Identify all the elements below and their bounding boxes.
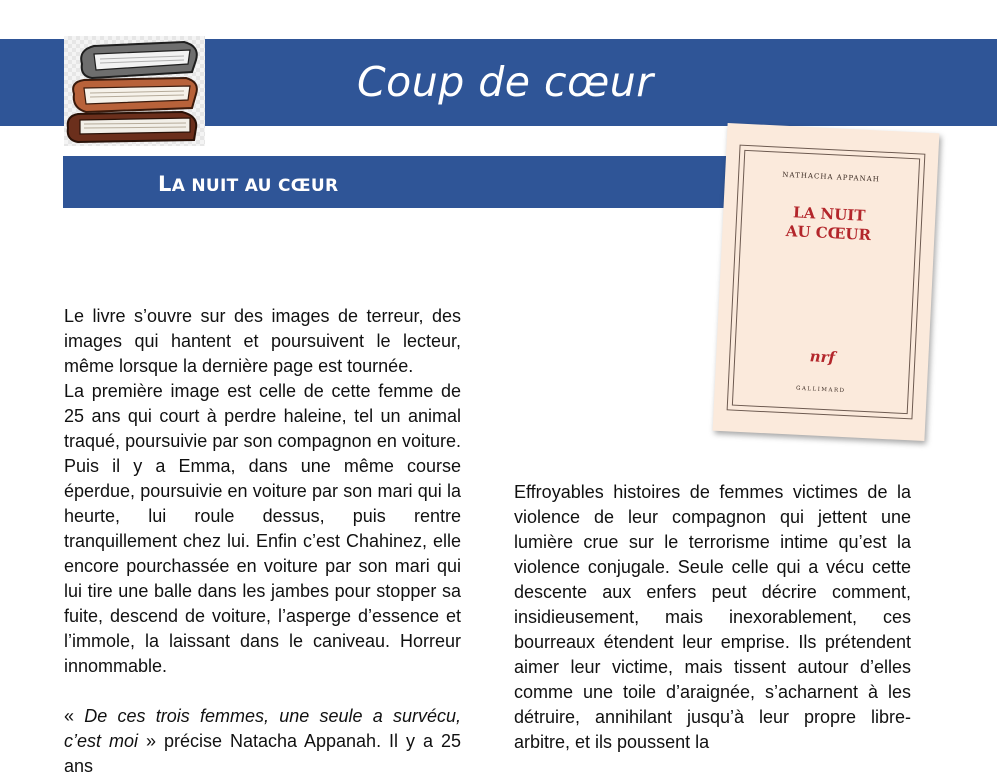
cover-title <box>741 201 917 247</box>
cover-title-line1: LA NUIT <box>792 203 866 225</box>
section-title-initial: L <box>158 172 172 196</box>
stack-of-books-icon <box>64 36 205 146</box>
cover-frame <box>727 145 926 420</box>
page-title: Coup de cœur <box>357 58 654 106</box>
cover-publisher: GALLIMARD <box>795 385 846 395</box>
cover-title-line2: AU CŒUR <box>785 221 872 245</box>
cover-imprint-logo: nrf <box>809 347 836 367</box>
quote-paragraph: « De ces trois femmes, une seule a survécu, c’est moi » précise Natacha Appanah. Il y a 25 ans <box>64 706 462 776</box>
article-column-right <box>514 480 911 755</box>
section-title <box>158 168 338 202</box>
book-cover <box>713 123 940 441</box>
paragraph: Effroyables histoires de femmes victimes de la violence de leur compagnon qui jettent une lumière crue sur le terrorisme intime qu’est la violence conjugale. Seule celle qui a vécu cette descente aux enfers peut décrire comment, insidieusement, mais inexorablement, ces bourreaux étendent leur emprise. Ils prétendent aimer leur victime, mais tissent autour d’elles comme une toile d’araignée, s’acharnent à les détruire, annihilant jusqu’à leur propre libre-arbitre, et ils poussent la <box>514 482 911 752</box>
article-column-left <box>64 304 461 779</box>
paragraph: Le livre s’ouvre sur des images de terreur, des images qui hantent et poursuivent le lecteur, même lorsque la dernière page est tournée. <box>64 306 461 376</box>
paragraph: La première image est celle de cette femme de 25 ans qui court à perdre haleine, tel un animal traqué, poursuivie par son compagnon en voiture. Puis il y a Emma, dans une même course éperdue, poursuivie en voiture par son mari qui la heurte, lui roule dessus, puis rentre tranquillement chez lui. Enfin c’est Chahinez, elle encore pourchassée en voiture par son mari qui lui tire une balle dans les jambes pour stopper sa fuite, descend de voiture, l’asperge d’essence et l’immole, la laissant dans le caniveau. Horreur innommable. <box>64 381 461 676</box>
quote-text: De ces trois femmes, une seule a survécu, c’est moi <box>64 706 461 751</box>
cover-author: NATHACHA APPANAH <box>782 170 881 184</box>
section-title-rest: A NUIT AU CŒUR <box>171 176 339 196</box>
